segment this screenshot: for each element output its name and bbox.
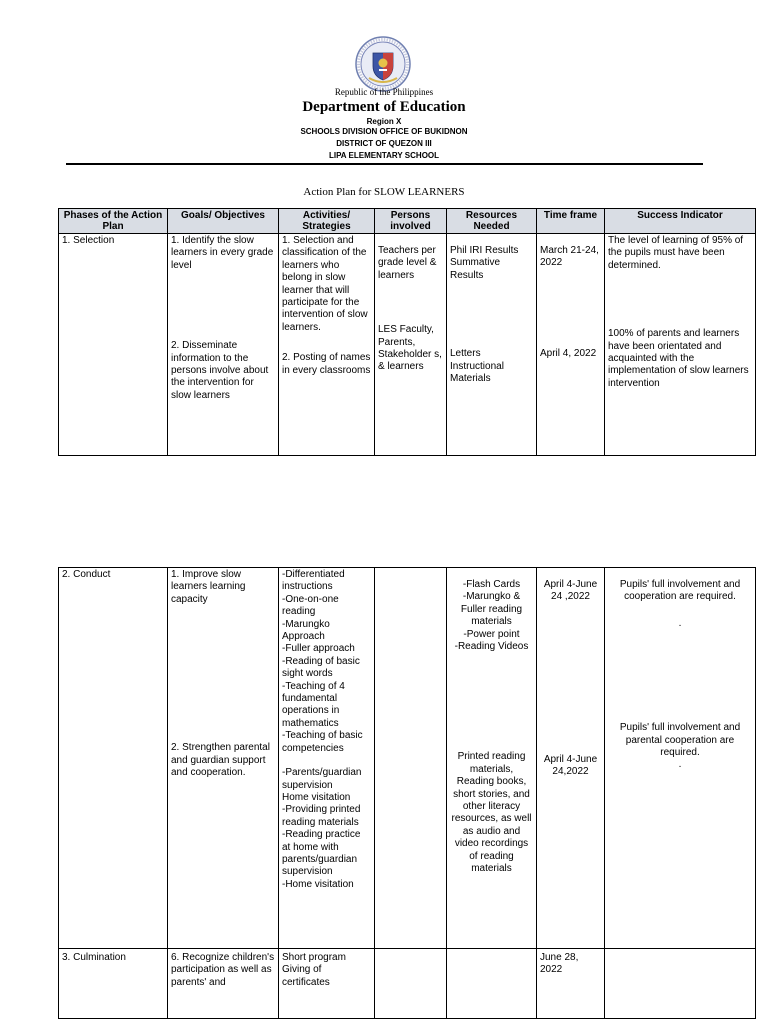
activity-text: -Differentiated instructions -One-on-one reading -Marungko Approach -Fuller approach -Reading of basic sight words -Teaching of 4 fundamental operations in mathematics -Teaching of basic competencies	[282, 569, 363, 754]
phase-label: 1. Selection	[62, 235, 115, 246]
header-time-frame: Time frame	[537, 209, 605, 234]
table-row-selection	[59, 234, 756, 456]
department-name: Department of Education	[302, 99, 466, 115]
time-frame-text: April 4-June 24,2022	[543, 753, 600, 778]
activity-text: 1. Selection and classification of the learners who belong in slow learner that will participate for the intervention of slow learners.	[282, 235, 371, 333]
header-success-indicator: Success Indicator	[605, 209, 756, 234]
region-line: Region X	[366, 117, 402, 126]
table-row-culmination	[59, 949, 756, 1019]
republic-line: Republic of the Philippines	[334, 87, 434, 97]
time-frame-text: April 4, 2022	[540, 347, 597, 359]
division-line: SCHOOLS DIVISION OFFICE OF BUKIDNON	[300, 127, 468, 136]
resources-text: Letters Instructional Materials	[450, 348, 507, 385]
activity-text: -Parents/guardian supervision Home visitation -Providing printed reading materials -Reading practice at home with parents/guardian supervision -Home visitation	[282, 767, 362, 890]
header-resources: Resources Needed	[447, 209, 537, 234]
header-goals: Goals/ Objectives	[168, 209, 279, 234]
goal-text: 6. Recognize children's participation as well as parents' and	[171, 952, 277, 988]
plan-title-subject: SLOW LEARNERS	[374, 186, 465, 198]
goal-text: 2. Disseminate information to the persons involve about the intervention for slow learners	[171, 340, 272, 401]
activity-text: Short program Giving of certificates	[282, 952, 346, 988]
goal-text: 1. Identify the slow learners in every grade level	[171, 235, 277, 271]
header-persons: Persons involved	[375, 209, 447, 234]
header-rule	[66, 163, 703, 165]
action-plan-table-conduct	[58, 567, 756, 1019]
success-indicator-text: Pupils' full involvement and parental cooperation are required.	[619, 722, 743, 759]
plan-title	[0, 186, 768, 198]
time-frame-text: March 21-24, 2022	[540, 245, 602, 269]
table-row-conduct	[59, 568, 756, 949]
resources-text: Phil IRI Results Summative Results	[450, 245, 522, 281]
persons-text: LES Faculty, Parents, Stakeholder s, & learners	[378, 324, 445, 373]
phase-label: 2. Conduct	[62, 569, 111, 580]
goal-text: 2. Strengthen parental and guardian support and cooperation.	[171, 742, 273, 779]
header-phase: Phases of the Action Plan	[59, 209, 168, 234]
phase-label: 3. Culmination	[62, 952, 126, 963]
time-frame-text: April 4-June 24 ,2022	[543, 579, 600, 603]
activity-text: 2. Posting of names in every classrooms	[282, 352, 374, 376]
resources-text: -Flash Cards -Marungko & Fuller reading materials -Power point -Reading Videos	[454, 579, 529, 653]
school-line: LIPA ELEMENTARY SCHOOL	[328, 151, 440, 160]
resources-text: Printed reading materials, Reading books, short stories, and other literacy resources, as well as audio and video recordings of reading materials	[451, 751, 535, 875]
deped-seal-icon	[355, 36, 411, 92]
district-line: DISTRICT OF QUEZON III	[336, 139, 432, 148]
success-indicator-text: The level of learning of 95% of the pupils must have been determined.	[608, 235, 746, 271]
persons-text: Teachers per grade level & learners	[378, 245, 440, 281]
success-indicator-text: 100% of parents and learners have been orientated and acquainted with the implementation of slow learners intervention	[608, 328, 752, 389]
plan-title-prefix: Action Plan for	[303, 186, 374, 198]
indicator-dot: .	[678, 617, 682, 629]
action-plan-table-selection	[58, 208, 756, 456]
success-indicator-text: Pupils' full involvement and cooperation are required.	[619, 579, 743, 603]
indicator-dot: .	[678, 759, 682, 771]
goal-text: 1. Improve slow learners learning capacity	[171, 569, 249, 605]
time-frame-text: June 28, 2022	[540, 952, 582, 976]
header-activities: Activities/ Strategies	[279, 209, 375, 234]
